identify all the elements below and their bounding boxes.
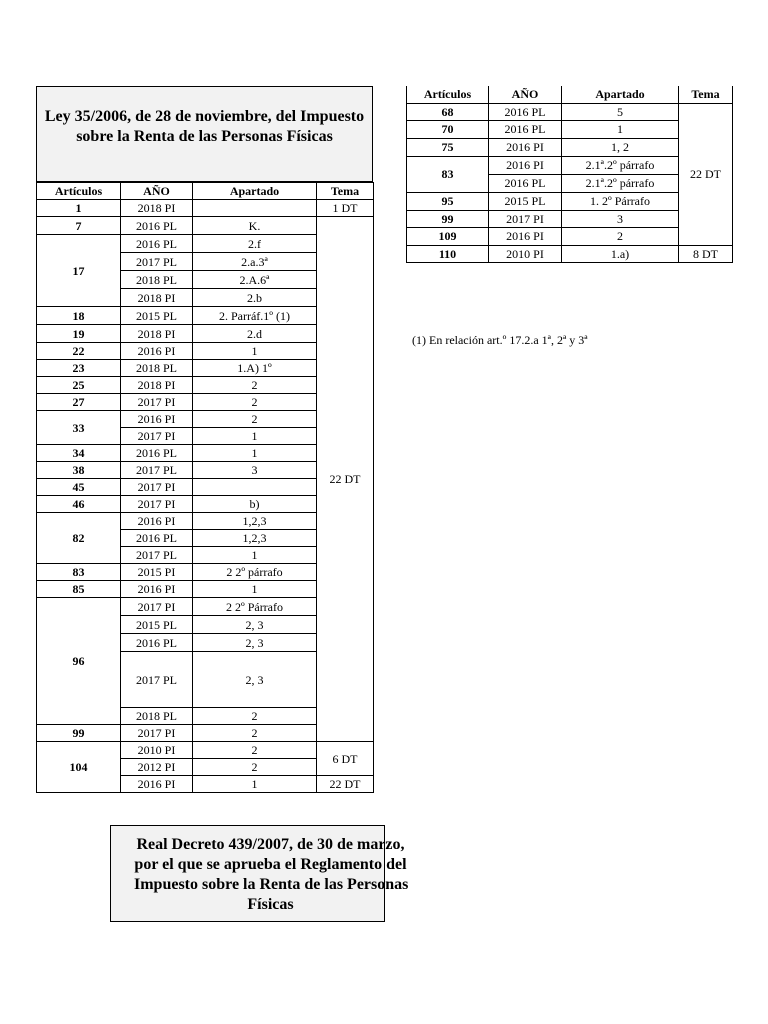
apartado-cell: b): [193, 496, 317, 513]
article-cell: 18: [37, 307, 121, 325]
article-cell: 70: [407, 120, 489, 138]
apartado-cell: 2: [193, 411, 317, 428]
article-cell: 95: [407, 192, 489, 210]
article-cell: 25: [37, 377, 121, 394]
year-cell: 2016 PL: [489, 174, 562, 192]
article-cell: 85: [37, 581, 121, 598]
tema-cell: 22 DT: [317, 776, 374, 793]
title-line: Impuesto sobre la Renta de las Personas: [134, 876, 409, 893]
year-cell: 2016 PI: [489, 227, 562, 245]
title-line: Real Decreto 439/2007, de 30 de marzo,: [136, 836, 405, 853]
apartado-cell: 2, 3: [193, 634, 317, 652]
header-anio: AÑO: [489, 86, 562, 103]
apartado-cell: 2, 3: [193, 616, 317, 634]
year-cell: 2017 PI: [489, 210, 562, 227]
tema-cell: 22 DT: [317, 217, 374, 742]
table-header-row: [37, 183, 374, 200]
tema-cell: 22 DT: [679, 103, 733, 245]
header-articulos: Artículos: [407, 86, 489, 103]
article-cell: 22: [37, 343, 121, 360]
apartado-cell: 3: [193, 462, 317, 479]
apartado-cell: 2, 3: [193, 652, 317, 708]
apartado-cell: 3: [562, 210, 679, 227]
year-cell: 2016 PI: [121, 776, 193, 793]
title-line: Físicas: [247, 896, 294, 913]
apartado-cell: 1,2,3: [193, 513, 317, 530]
apartado-cell: 2.d: [193, 325, 317, 343]
year-cell: 2017 PL: [121, 462, 193, 479]
year-cell: 2016 PL: [121, 530, 193, 547]
article-cell: 68: [407, 103, 489, 120]
article-cell: 33: [37, 411, 121, 445]
table-row: [37, 742, 374, 759]
year-cell: 2016 PI: [121, 343, 193, 360]
year-cell: 2018 PI: [121, 289, 193, 307]
year-cell: 2017 PI: [121, 496, 193, 513]
year-cell: 2017 PL: [121, 652, 193, 708]
article-cell: 45: [37, 479, 121, 496]
article-cell: 17: [37, 235, 121, 307]
apartado-cell: 1: [193, 776, 317, 793]
apartado-cell: 2 2º Párrafo: [193, 598, 317, 616]
table-row: [407, 103, 733, 120]
apartado-cell: 2: [193, 725, 317, 742]
article-cell: 27: [37, 394, 121, 411]
year-cell: 2015 PL: [121, 307, 193, 325]
apartado-cell: 2.b: [193, 289, 317, 307]
year-cell: 2017 PI: [121, 598, 193, 616]
year-cell: 2016 PI: [121, 513, 193, 530]
year-cell: 2018 PI: [121, 200, 193, 217]
year-cell: 2017 PI: [121, 394, 193, 411]
apartado-cell: 1, 2: [562, 138, 679, 156]
apartado-cell: 5: [562, 103, 679, 120]
apartado-cell: 2: [193, 759, 317, 776]
year-cell: 2016 PI: [489, 156, 562, 174]
year-cell: 2016 PL: [121, 217, 193, 235]
apartado-cell: 1: [193, 581, 317, 598]
header-tema: Tema: [679, 86, 733, 103]
year-cell: 2018 PL: [121, 271, 193, 289]
year-cell: 2016 PL: [489, 103, 562, 120]
footnote: (1) En relación art.º 17.2.a 1ª, 2ª y 3ª: [412, 333, 588, 347]
article-cell: 83: [37, 564, 121, 581]
tema-cell: 8 DT: [679, 245, 733, 262]
apartado-cell: 1: [193, 343, 317, 360]
apartado-cell: [193, 479, 317, 496]
year-cell: 2015 PI: [121, 564, 193, 581]
article-cell: 82: [37, 513, 121, 564]
article-cell: 46: [37, 496, 121, 513]
apartado-cell: 2.a.3ª: [193, 253, 317, 271]
year-cell: 2018 PL: [121, 708, 193, 725]
apartado-cell: [193, 200, 317, 217]
real-decreto-439-2007-title: [110, 825, 409, 922]
apartado-cell: 2: [193, 394, 317, 411]
year-cell: 2017 PI: [121, 428, 193, 445]
year-cell: 2018 PL: [121, 360, 193, 377]
apartado-cell: 2. Parráf.1º (1): [193, 307, 317, 325]
apartado-cell: 2: [193, 377, 317, 394]
reglamento-articles-table: [406, 86, 733, 263]
article-cell: 34: [37, 445, 121, 462]
year-cell: 2016 PI: [121, 581, 193, 598]
table-row: [37, 200, 374, 217]
article-cell: 23: [37, 360, 121, 377]
article-cell: 96: [37, 598, 121, 725]
article-cell: 7: [37, 217, 121, 235]
apartado-cell: 1.A) 1º: [193, 360, 317, 377]
year-cell: 2017 PI: [121, 479, 193, 496]
apartado-cell: 2.1ª.2º párrafo: [562, 156, 679, 174]
header-articulos: Artículos: [37, 183, 121, 200]
year-cell: 2016 PL: [121, 235, 193, 253]
apartado-cell: 1: [193, 445, 317, 462]
year-cell: 2016 PL: [121, 445, 193, 462]
title-line: por el que se aprueba el Reglamento del: [134, 856, 407, 873]
year-cell: 2016 PL: [121, 634, 193, 652]
apartado-cell: 1. 2º Párrafo: [562, 192, 679, 210]
apartado-cell: 1: [193, 547, 317, 564]
ley-35-2006-articles-table: [36, 182, 374, 793]
apartado-cell: 2.f: [193, 235, 317, 253]
apartado-cell: 2: [193, 708, 317, 725]
apartado-cell: 1,2,3: [193, 530, 317, 547]
table-header-row: [407, 86, 733, 103]
article-cell: 110: [407, 245, 489, 262]
tema-cell: 1 DT: [317, 200, 374, 217]
year-cell: 2016 PI: [121, 411, 193, 428]
year-cell: 2017 PL: [121, 253, 193, 271]
header-apartado: Apartado: [193, 183, 317, 200]
year-cell: 2010 PI: [489, 245, 562, 262]
header-tema: Tema: [317, 183, 374, 200]
header-anio: AÑO: [121, 183, 193, 200]
year-cell: 2015 PL: [489, 192, 562, 210]
article-cell: 75: [407, 138, 489, 156]
year-cell: 2018 PI: [121, 325, 193, 343]
year-cell: 2012 PI: [121, 759, 193, 776]
tema-cell: 6 DT: [317, 742, 374, 776]
year-cell: 2010 PI: [121, 742, 193, 759]
table-row: [407, 245, 733, 262]
apartado-cell: 2: [193, 742, 317, 759]
year-cell: 2018 PI: [121, 377, 193, 394]
article-cell: 104: [37, 742, 121, 793]
year-cell: 2016 PL: [489, 120, 562, 138]
law-35-2006-title: Ley 35/2006, de 28 de noviembre, del Impuesto sobre la Renta de las Personas Físicas: [36, 86, 373, 182]
year-cell: 2017 PL: [121, 547, 193, 564]
article-cell: 19: [37, 325, 121, 343]
header-apartado: Apartado: [562, 86, 679, 103]
apartado-cell: 2.A.6ª: [193, 271, 317, 289]
table-row: [37, 217, 374, 235]
article-cell: 38: [37, 462, 121, 479]
article-cell: 99: [407, 210, 489, 227]
apartado-cell: 2.1ª.2º párrafo: [562, 174, 679, 192]
article-cell: 99: [37, 725, 121, 742]
article-cell: 109: [407, 227, 489, 245]
apartado-cell: 1: [193, 428, 317, 445]
year-cell: 2016 PI: [489, 138, 562, 156]
apartado-cell: 1.a): [562, 245, 679, 262]
article-cell: 1: [37, 200, 121, 217]
apartado-cell: 2 2º párrafo: [193, 564, 317, 581]
apartado-cell: 1: [562, 120, 679, 138]
apartado-cell: 2: [562, 227, 679, 245]
apartado-cell: K.: [193, 217, 317, 235]
article-cell: 83: [407, 156, 489, 192]
year-cell: 2017 PI: [121, 725, 193, 742]
year-cell: 2015 PL: [121, 616, 193, 634]
